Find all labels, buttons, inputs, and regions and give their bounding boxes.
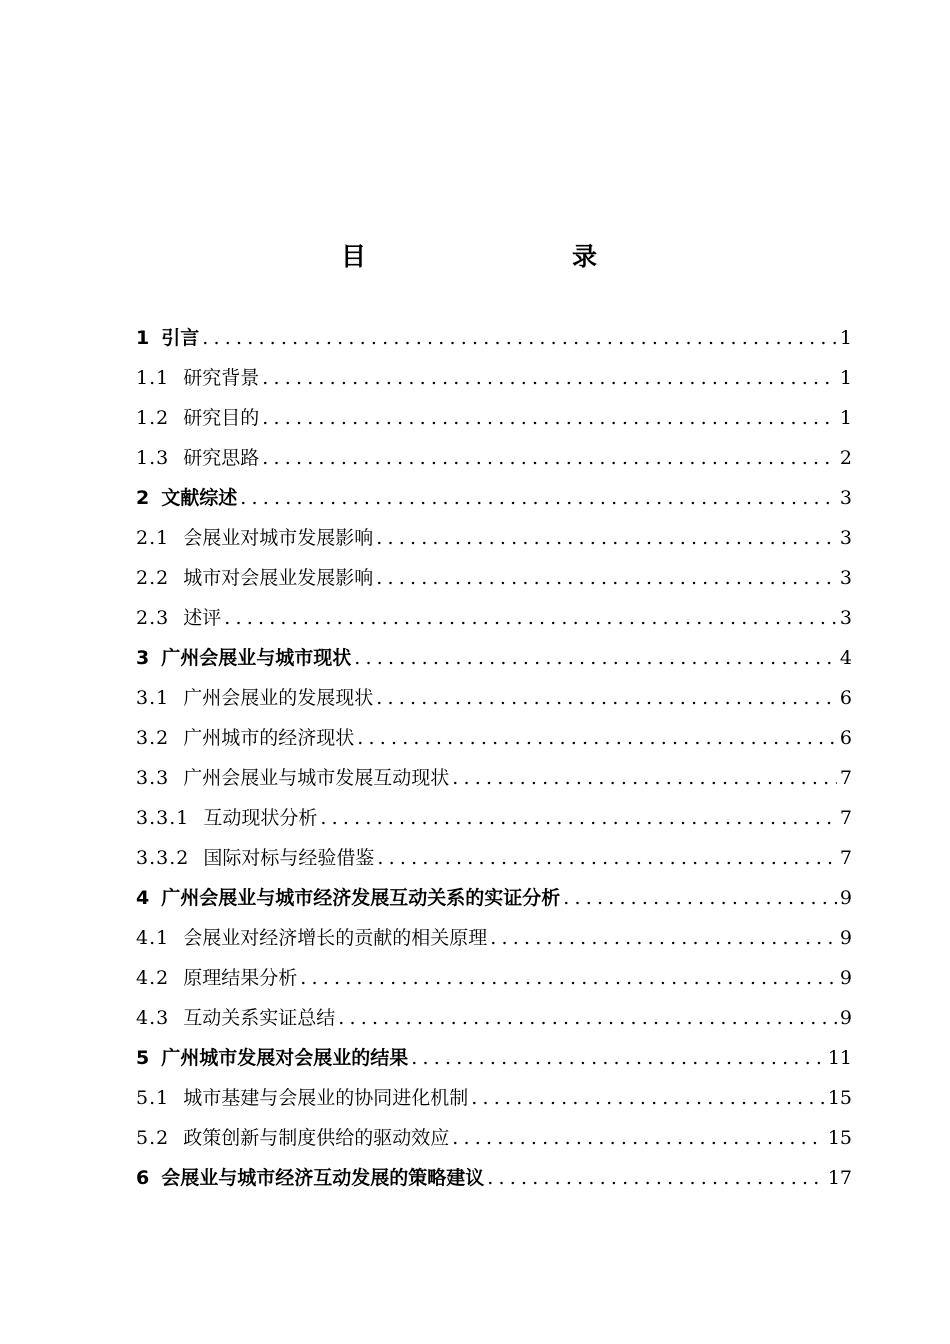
toc-entry-label: 会展业对经济增长的贡献的相关原理	[183, 927, 488, 949]
toc-entry-number: 1.3	[136, 447, 170, 469]
toc-dot-leader	[320, 798, 837, 838]
toc-entry-number: 2.1	[136, 527, 170, 549]
toc-entry-page-number: 15	[827, 1127, 852, 1149]
toc-entry-page-number: 1	[839, 327, 852, 349]
toc-entry[interactable]	[136, 718, 852, 758]
toc-entry[interactable]	[136, 598, 852, 638]
toc-entry-page-number: 4	[839, 647, 852, 669]
toc-entry-label: 述评	[183, 607, 222, 629]
toc-entry-page-number: 9	[839, 927, 852, 949]
toc-entry-page-number: 1	[839, 407, 852, 429]
toc-entry-label: 政策创新与制度供给的驱动效应	[183, 1127, 450, 1149]
toc-entry[interactable]	[136, 1078, 852, 1118]
toc-entry-label: 国际对标与经验借鉴	[203, 847, 375, 869]
toc-entry-page-number: 9	[839, 887, 852, 909]
toc-dot-leader	[240, 478, 837, 518]
toc-entry[interactable]	[136, 398, 852, 438]
toc-entry[interactable]	[136, 638, 852, 678]
toc-entry-label: 城市基建与会展业的协同进化机制	[183, 1087, 469, 1109]
toc-entry[interactable]	[136, 918, 852, 958]
toc-entry-label: 引言	[161, 327, 200, 349]
toc-dot-leader	[471, 1078, 825, 1118]
toc-dot-leader	[354, 638, 837, 678]
toc-entry-label: 广州会展业与城市现状	[161, 647, 352, 669]
toc-entry[interactable]	[136, 438, 852, 478]
toc-dot-leader	[452, 758, 837, 798]
toc-title: 目 录	[340, 242, 649, 271]
toc-entry-number: 3.1	[136, 687, 170, 709]
toc-dot-leader	[490, 918, 837, 958]
toc-entry-page-number: 7	[839, 767, 852, 789]
toc-entry-page-number: 17	[827, 1167, 852, 1189]
toc-dot-leader	[411, 1038, 825, 1078]
toc-entry-number: 4.3	[136, 1007, 170, 1029]
toc-entry-number: 6	[136, 1167, 150, 1189]
toc-entry[interactable]	[136, 1118, 852, 1158]
toc-entry-label: 原理结果分析	[183, 967, 298, 989]
toc-entry-page-number: 2	[839, 447, 852, 469]
toc-entry-number: 5.2	[136, 1127, 170, 1149]
toc-entry-number: 2.2	[136, 567, 170, 589]
toc-dot-leader	[224, 598, 837, 638]
toc-entry-page-number: 6	[839, 687, 852, 709]
toc-entry-page-number: 3	[839, 527, 852, 549]
toc-entry[interactable]	[136, 358, 852, 398]
toc-dot-leader	[376, 558, 837, 598]
toc-entry-label: 互动关系实证总结	[183, 1007, 336, 1029]
toc-entry-number: 3	[136, 647, 150, 669]
toc-dot-leader	[202, 318, 837, 358]
toc-entry-page-number: 11	[827, 1047, 852, 1069]
toc-entry-number: 1.2	[136, 407, 170, 429]
toc-entry-label: 研究思路	[183, 447, 260, 469]
toc-entry-page-number: 15	[827, 1087, 852, 1109]
toc-entry-page-number: 9	[839, 967, 852, 989]
toc-entry-number: 4.1	[136, 927, 170, 949]
toc-entry-label: 会展业与城市经济互动发展的策略建议	[161, 1167, 485, 1189]
toc-entry-number: 5.1	[136, 1087, 170, 1109]
toc-entry-label: 广州城市的经济现状	[183, 727, 355, 749]
toc-entry-number: 1.1	[136, 367, 170, 389]
toc-entry-label: 广州会展业与城市发展互动现状	[183, 767, 450, 789]
toc-entry[interactable]	[136, 838, 852, 878]
toc-entry-number: 2.3	[136, 607, 170, 629]
toc-dot-leader	[377, 838, 837, 878]
toc-dot-leader	[262, 438, 837, 478]
toc-entry-page-number: 7	[839, 847, 852, 869]
toc-entry-label: 城市对会展业发展影响	[183, 567, 374, 589]
toc-entry[interactable]	[136, 958, 852, 998]
toc-entry-page-number: 6	[839, 727, 852, 749]
toc-dot-leader	[262, 398, 837, 438]
toc-entry[interactable]	[136, 1158, 852, 1198]
toc-entry-page-number: 3	[839, 607, 852, 629]
toc-entry-label: 广州会展业的发展现状	[183, 687, 374, 709]
toc-entry-number: 2	[136, 487, 150, 509]
toc-entry[interactable]	[136, 998, 852, 1038]
toc-dot-leader	[487, 1158, 825, 1198]
toc-entry-label: 研究目的	[183, 407, 260, 429]
toc-entry-number: 4	[136, 887, 150, 909]
toc-dot-leader	[300, 958, 837, 998]
toc-entry-page-number: 3	[839, 567, 852, 589]
toc-entry-number: 1	[136, 327, 150, 349]
toc-entry-label: 研究背景	[183, 367, 260, 389]
toc-entry-page-number: 9	[839, 1007, 852, 1029]
toc-entry[interactable]	[136, 878, 852, 918]
toc-dot-leader	[376, 678, 837, 718]
toc-entry[interactable]	[136, 758, 852, 798]
toc-entry-number: 5	[136, 1047, 150, 1069]
toc-dot-leader	[452, 1118, 825, 1158]
toc-entry[interactable]	[136, 478, 852, 518]
toc-entry-page-number: 1	[839, 367, 852, 389]
toc-entry[interactable]	[136, 678, 852, 718]
toc-dot-leader	[376, 518, 837, 558]
toc-entry-number: 3.3	[136, 767, 170, 789]
table-of-contents	[136, 318, 852, 1198]
toc-entry-page-number: 3	[839, 487, 852, 509]
toc-entry-label: 广州会展业与城市经济发展互动关系的实证分析	[161, 887, 561, 909]
toc-dot-leader	[563, 878, 837, 918]
toc-entry[interactable]	[136, 518, 852, 558]
toc-dot-leader	[262, 358, 837, 398]
toc-entry[interactable]	[136, 318, 852, 358]
toc-entry[interactable]	[136, 558, 852, 598]
toc-entry-number: 3.2	[136, 727, 170, 749]
toc-entry-number: 3.3.2	[136, 847, 190, 869]
toc-entry-label: 广州城市发展对会展业的结果	[161, 1047, 409, 1069]
toc-dot-leader	[357, 718, 837, 758]
toc-entry-label: 会展业对城市发展影响	[183, 527, 374, 549]
toc-entry-label: 文献综述	[161, 487, 238, 509]
toc-entry[interactable]	[136, 1038, 852, 1078]
toc-entry-page-number: 7	[839, 807, 852, 829]
toc-entry-label: 互动现状分析	[203, 807, 318, 829]
toc-dot-leader	[338, 998, 837, 1038]
toc-entry-number: 3.3.1	[136, 807, 190, 829]
toc-entry[interactable]	[136, 798, 852, 838]
toc-entry-number: 4.2	[136, 967, 170, 989]
